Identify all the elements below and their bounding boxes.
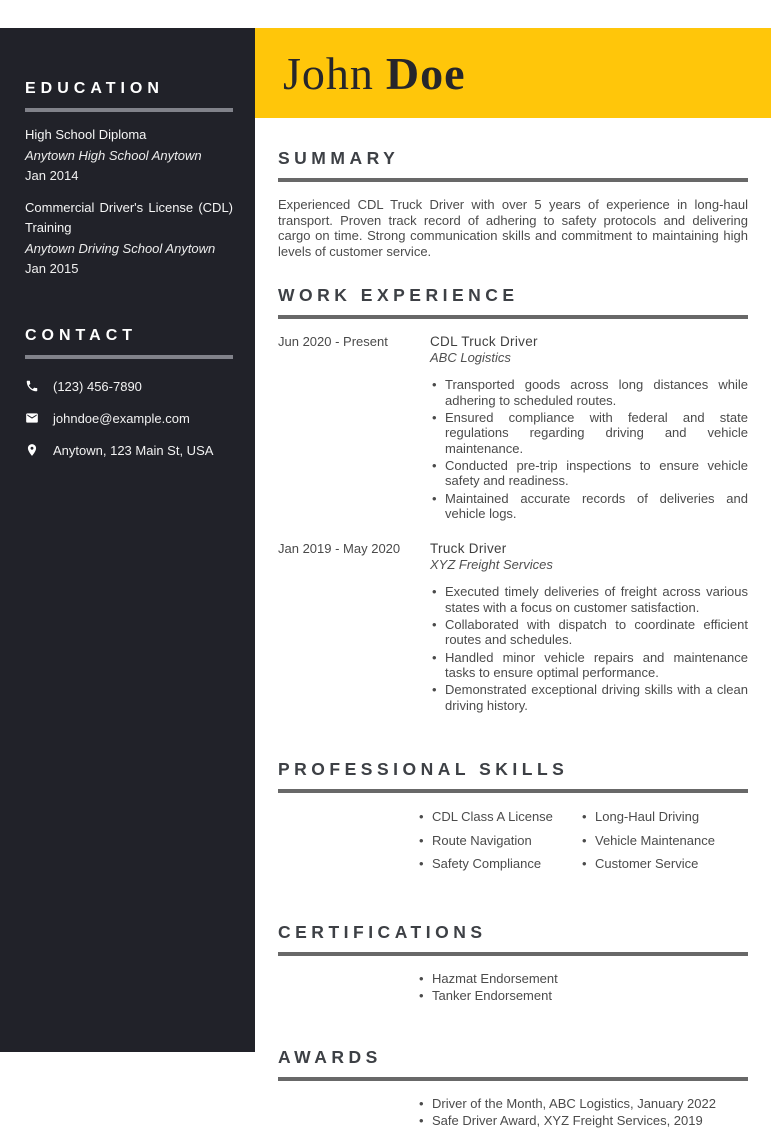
- resume-page: [0, 28, 771, 1129]
- award-item: • Safe Driver Award, XYZ Freight Services, 2019: [418, 1113, 748, 1129]
- job-entry: [278, 334, 748, 523]
- contact-list: [25, 379, 233, 458]
- awards-list: [418, 1096, 748, 1129]
- email-icon: [25, 411, 39, 425]
- skills-columns: [418, 809, 748, 880]
- certification-item: • Hazmat Endorsement: [418, 971, 748, 987]
- contact-row-phone: [25, 379, 233, 394]
- work-experience-title: WORK EXPERIENCE: [278, 285, 519, 306]
- awards-divider: [278, 1077, 748, 1081]
- job-bullet: • Demonstrated exceptional driving skills with a clean driving history.: [430, 682, 748, 713]
- education-section: [25, 80, 233, 280]
- summary-section: [278, 148, 748, 259]
- name-header-band: [255, 28, 771, 118]
- award-item: • Driver of the Month, ABC Logistics, January 2022: [418, 1096, 748, 1112]
- sidebar: [0, 28, 255, 1052]
- skill-item: • Safety Compliance: [418, 856, 581, 872]
- skill-item: • Customer Service: [581, 856, 715, 872]
- skills-column-right: [581, 809, 715, 880]
- job-bullet: • Ensured compliance with federal and state regulations regarding driving and vehicle maintenance.: [430, 410, 748, 456]
- professional-skills-divider: [278, 789, 748, 793]
- job-dates: Jun 2020 - Present: [278, 334, 388, 350]
- job-bullet: • Executed timely deliveries of freight across various states with a focus on customer satisfaction.: [430, 584, 748, 615]
- education-divider: [25, 108, 233, 112]
- job-bullet: • Collaborated with dispatch to coordinate efficient routes and schedules.: [430, 617, 748, 648]
- education-date: Jan 2014: [25, 168, 79, 184]
- resume-body: [255, 118, 771, 1129]
- summary-title: SUMMARY: [278, 148, 400, 168]
- professional-skills-title: PROFESSIONAL SKILLS: [278, 758, 569, 779]
- contact-title: CONTACT: [25, 326, 138, 344]
- education-entry: [25, 125, 233, 187]
- contact-divider: [25, 355, 233, 359]
- job-details: [430, 334, 748, 523]
- education-degree: High School Diploma: [25, 127, 147, 142]
- main-column: [255, 28, 771, 1129]
- education-date: Jan 2015: [25, 261, 79, 277]
- contact-section: [25, 327, 233, 458]
- skill-item: • Long-Haul Driving: [581, 809, 715, 825]
- person-name: [283, 47, 466, 100]
- summary-divider: [278, 178, 748, 182]
- job-position: Truck Driver: [430, 541, 507, 557]
- email-address: johndoe@example.com: [53, 410, 190, 426]
- job-bullet-list: [430, 584, 748, 713]
- certification-item: • Tanker Endorsement: [418, 988, 748, 1004]
- work-experience-section: [278, 285, 748, 715]
- phone-number: (123) 456-7890: [53, 378, 142, 394]
- education-degree: Commercial Driver's License (CDL) Training: [25, 199, 233, 236]
- education-school: Anytown High School Anytown: [25, 147, 202, 163]
- job-bullet: • Maintained accurate records of deliveries and vehicle logs.: [430, 491, 748, 522]
- education-school: Anytown Driving School Anytown: [25, 240, 216, 256]
- contact-row-location: [25, 443, 233, 458]
- certifications-divider: [278, 952, 748, 956]
- awards-title: AWARDS: [278, 1047, 382, 1068]
- job-bullet-list: [430, 377, 748, 521]
- last-name: Doe: [385, 47, 466, 99]
- job-bullet: • Transported goods across long distances while adhering to scheduled routes.: [430, 377, 748, 408]
- professional-skills-section: [278, 759, 748, 880]
- education-title: EDUCATION: [25, 80, 164, 97]
- job-details: [430, 541, 748, 715]
- phone-icon: [25, 379, 39, 393]
- location-icon: [25, 443, 39, 457]
- skill-item: • Vehicle Maintenance: [581, 833, 715, 849]
- skill-item: • CDL Class A License: [418, 809, 581, 825]
- job-company: ABC Logistics: [430, 350, 511, 366]
- awards-section: [278, 1047, 748, 1129]
- job-entry: [278, 541, 748, 715]
- certifications-section: [278, 922, 748, 1004]
- summary-text: Experienced CDL Truck Driver with over 5 years of experience in long-haul transport. Proven track record of adhering to safety protocols and delivering cargo on time. Strong communication skills and commitment to maintaining high levels of customer service.: [278, 197, 748, 259]
- certifications-title: CERTIFICATIONS: [278, 921, 487, 942]
- job-bullet: • Handled minor vehicle repairs and maintenance tasks to ensure optimal performance.: [430, 650, 748, 681]
- job-dates: Jan 2019 - May 2020: [278, 541, 401, 557]
- job-position: CDL Truck Driver: [430, 334, 538, 350]
- contact-row-email: [25, 411, 233, 426]
- skills-column-left: [418, 809, 581, 880]
- job-bullet: • Conducted pre-trip inspections to ensure vehicle safety and readiness.: [430, 458, 748, 489]
- education-entry: [25, 198, 233, 280]
- job-company: XYZ Freight Services: [430, 557, 553, 573]
- first-name: John: [283, 47, 374, 99]
- skill-item: • Route Navigation: [418, 833, 581, 849]
- location-address: Anytown, 123 Main St, USA: [53, 442, 214, 458]
- work-experience-divider: [278, 315, 748, 319]
- certifications-list: [418, 971, 748, 1004]
